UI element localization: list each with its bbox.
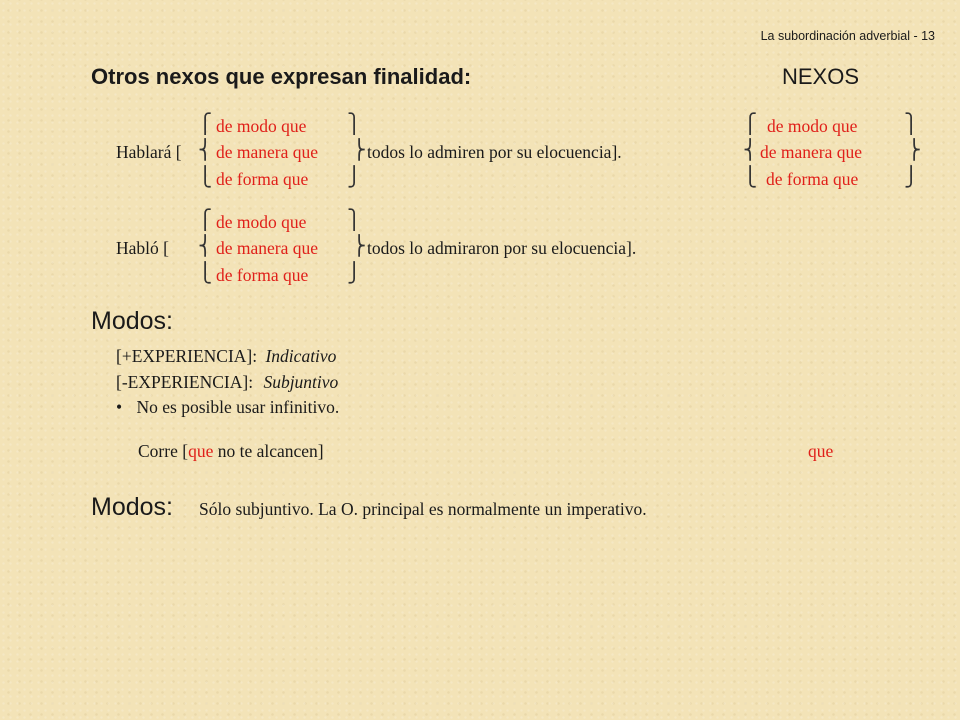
example-corre-after: no te alcancen]	[213, 441, 324, 461]
nexo-option: de forma que	[216, 169, 309, 189]
mood-subjuntivo: Subjuntivo	[263, 372, 339, 392]
nexo-option: de manera que	[760, 142, 863, 162]
example-corre-nexo: que	[188, 441, 214, 461]
mood-indicativo: Indicativo	[265, 346, 337, 366]
experience-plus-row	[116, 346, 336, 367]
example-suffix: todos lo admiren por su elocuencia].	[367, 142, 622, 162]
experience-plus-label: [+EXPERIENCIA]:	[116, 346, 258, 366]
nexo-option: de modo que	[216, 212, 307, 232]
example-prefix: Hablará [	[116, 142, 182, 162]
left-brace-bottom: ⎩	[198, 263, 213, 284]
left-brace-top: ⎧	[198, 114, 213, 135]
right-brace-bottom: ⎭	[347, 263, 362, 284]
left-brace-mid: ⎨	[198, 140, 213, 161]
example-prefix: Habló [	[116, 238, 169, 258]
nexo-option: de modo que	[767, 116, 858, 136]
modos-heading-2: Modos:	[91, 493, 173, 521]
bullet-note	[116, 397, 339, 418]
right-brace-mid: ⎬	[907, 140, 922, 161]
modos-label: Modos	[91, 307, 167, 335]
example-suffix: todos lo admiraron por su elocuencia].	[367, 238, 637, 258]
right-brace-bottom: ⎭	[347, 167, 362, 188]
experience-minus-label: [-EXPERIENCIA]:	[116, 372, 254, 392]
nexo-option: de forma que	[766, 169, 859, 189]
right-brace-bottom: ⎭	[904, 167, 919, 188]
nexo-option: de manera que	[216, 238, 319, 258]
right-brace-top: ⎫	[904, 114, 919, 135]
left-brace-bottom: ⎩	[743, 167, 758, 188]
nexos-label: NEXOS	[782, 64, 860, 89]
slide-title: Otros nexos que expresan finalidad:	[91, 64, 472, 89]
example-corre	[138, 441, 324, 462]
slide-reference: La subordinación adverbial - 13	[760, 29, 935, 43]
nexo-que: que	[808, 441, 834, 461]
left-brace-mid: ⎨	[743, 140, 758, 161]
left-brace-top: ⎧	[198, 210, 213, 231]
example-corre-before: Corre [	[138, 441, 189, 461]
right-brace-top: ⎫	[347, 114, 362, 135]
right-brace-mid: ⎬	[352, 140, 367, 161]
nexo-option: de manera que	[216, 142, 319, 162]
right-brace-top: ⎫	[347, 210, 362, 231]
bullet-note-text: No es posible usar infinitivo.	[136, 397, 340, 417]
left-brace-bottom: ⎩	[198, 167, 213, 188]
modos-heading	[91, 307, 173, 336]
left-brace-top: ⎧	[743, 114, 758, 135]
modos-2-text: Sólo subjuntivo. La O. principal es normalmente un imperativo.	[199, 499, 647, 519]
nexo-option: de forma que	[216, 265, 309, 285]
right-brace-mid: ⎬	[352, 236, 367, 257]
nexo-option: de modo que	[216, 116, 307, 136]
left-brace-mid: ⎨	[198, 236, 213, 257]
bullet-icon: •	[116, 397, 123, 417]
modos-colon: :	[166, 307, 173, 335]
experience-minus-row	[116, 372, 338, 393]
